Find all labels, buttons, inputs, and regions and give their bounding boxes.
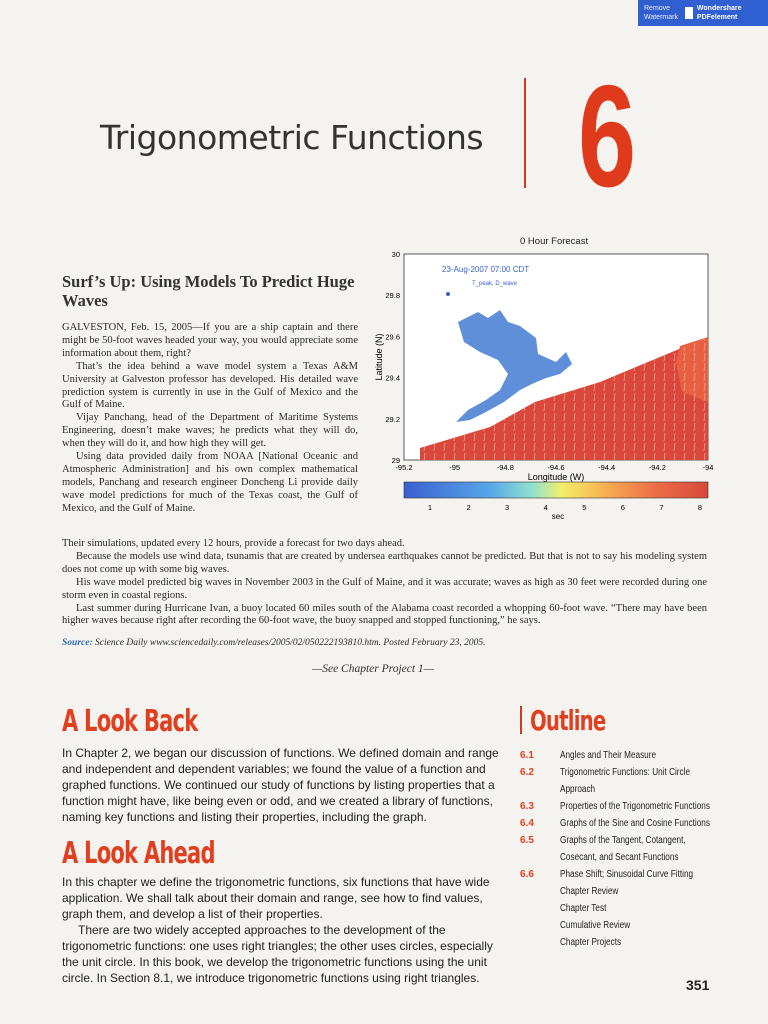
outline-item-number [520, 900, 560, 917]
outline-item-number [520, 781, 560, 798]
article-paragraph: That’s the idea behind a wave model system a Texas A&M University at Galveston professor has developed. His detailed wave prediction system is currently in use in the Gulf of Mexico and the Gulf of Maine. [62, 360, 358, 411]
x-tick-label: -94.4 [598, 463, 616, 472]
outline-item-number [520, 917, 560, 934]
outline-item-text: Cumulative Review [560, 920, 631, 931]
title-divider [524, 78, 526, 188]
article-paragraph: GALVESTON, Feb. 15, 2005—If you are a ship captain and there might be 50-foot waves headed your way, you would appreciate some information about them, right? [62, 322, 358, 359]
outline-item [520, 934, 720, 951]
outline-item-text: Graphs of the Sine and Cosine Functions [560, 818, 710, 829]
x-tick-label: -94.6 [547, 463, 565, 472]
chart-title: 0 Hour Forecast [520, 236, 589, 247]
colorbar-tick-label: 4 [543, 503, 548, 512]
outline-item-text: Approach [560, 784, 596, 795]
outline-item-text: Angles and Their Measure [560, 750, 657, 761]
page-number: 351 [686, 977, 710, 993]
outline-item-text: Trigonometric Functions: Unit Circle [560, 767, 691, 778]
chapter-number: 6 [578, 55, 637, 217]
x-tick-label: -95 [449, 463, 461, 472]
look-back-text: In Chapter 2, we began our discussion of functions. We defined domain and range and independent and dependent variables; we found the value of a function and graphed functions. We continued our study of functions by listing properties that a function might have, like being even or odd, and we created a library of functions, naming key functions and listing their properties, including the graph. [62, 746, 499, 824]
y-axis-label: Latitude (N) [374, 333, 384, 381]
look-ahead-text [62, 874, 502, 986]
outline-item [520, 798, 720, 815]
outline-item [520, 832, 720, 849]
y-tick-label: 29.2 [385, 414, 400, 424]
see-chapter-project: —See Chapter Project 1— [312, 663, 434, 675]
watermark-banner[interactable] [638, 0, 768, 26]
outline-item [520, 883, 720, 900]
pdfelement-logo-icon [685, 7, 693, 19]
y-tick-label: 30 [391, 250, 400, 259]
outline-item [520, 866, 720, 883]
look-ahead-heading: A Look Ahead [62, 836, 215, 871]
x-tick-label: -94.2 [648, 463, 666, 472]
outline-item-number: 6.6 [520, 869, 534, 880]
article-column-text [62, 322, 358, 516]
outline-item-text: Phase Shift; Sinusoidal Curve Fitting [560, 869, 694, 880]
article-paragraph: Their simulations, updated every 12 hours, provide a forecast for two days ahead. [62, 538, 405, 549]
outline-item-number: 6.3 [520, 801, 534, 812]
colorbar-tick-label: 7 [659, 503, 664, 512]
outline-item-number [520, 934, 560, 951]
article-title: Surf’s Up: Using Models To Predict Huge Waves [62, 272, 355, 310]
colorbar-tick-label: 5 [582, 503, 587, 512]
outline-item-number: 6.2 [520, 767, 534, 778]
wave-forecast-chart [360, 242, 760, 522]
outline-item [520, 747, 720, 764]
source-label: Source: [62, 638, 93, 648]
outline-item [520, 900, 720, 917]
outline-divider [520, 706, 522, 734]
outline-item-number: 6.4 [520, 818, 534, 829]
outline-item-number: 6.5 [520, 835, 534, 846]
y-tick-label: 29.6 [385, 332, 400, 342]
outline-item [520, 917, 720, 934]
source-citation [62, 638, 486, 648]
y-tick-label: 29.8 [385, 291, 400, 301]
article-paragraph: Because the models use wind data, tsunamis that are created by undersea earthquakes cannot be predicted. But that is not to say his modeling system does not come up with some big waves. [62, 550, 707, 575]
article-paragraph: Using data provided daily from NOAA [National Oceanic and Atmospheric Administration] and his own complex mathematical models, Panchang and research engineer Doncheng Li provide daily wave model predictions for much of the Texas coast, the Gulf of Mexico, and the Gulf of Maine. [62, 451, 358, 514]
outline-item-text: Chapter Review [560, 886, 619, 897]
colorbar-tick-label: 1 [427, 503, 433, 512]
article-wide-text [62, 538, 707, 628]
colorbar-tick-label: 3 [505, 503, 510, 512]
chart-subtitle: 23-Aug-2007 07:00 CDT [442, 265, 530, 274]
colorbar-tick-label: 8 [697, 503, 703, 512]
outline-heading: Outline [530, 704, 606, 737]
x-tick-label: -94 [702, 463, 714, 472]
outline-item-text: Cosecant, and Secant Functions [560, 852, 679, 863]
y-tick-label: 29 [391, 456, 400, 465]
x-tick-label: -95.2 [395, 463, 413, 472]
outline-item-number [520, 883, 560, 900]
outline-item-text: Graphs of the Tangent, Cotangent, [560, 835, 686, 846]
colorbar [404, 482, 708, 498]
article-paragraph: His wave model predicted big waves in November 2003 in the Gulf of Maine, and it was accurate; waves as high as 30 feet were recorded during one storm even in coastal regions. [62, 576, 707, 601]
y-tick-label: 29.4 [385, 373, 400, 383]
outline-item-number [520, 849, 560, 866]
source-text: Science Daily www.sciencedaily.com/releases/2005/02/050222193810.htm. Posted February 23, 2005. [95, 638, 486, 648]
marker-dot [446, 292, 450, 296]
x-tick-label: -94.8 [496, 463, 514, 472]
article-paragraph: Last summer during Hurricane Ivan, a buoy located 60 miles south of the Alabama coast recorded a whopping 60-foot wave. “There may have been higher waves because right after recording the 60-foot wave, the buoy snapped and stopped functioning,” he says. [62, 602, 707, 627]
outline-item-text: Chapter Test [560, 903, 607, 914]
outline-item [520, 764, 720, 781]
colorbar-tick-label: 6 [620, 503, 625, 512]
outline-item [520, 781, 720, 798]
outline-item [520, 849, 720, 866]
article-paragraph: Vijay Panchang, head of the Department of Maritime Systems Engineering, doesn’t make waves; he predicts what they will do, when they will do it, and how high they will get. [62, 412, 358, 450]
colorbar-unit: sec [551, 512, 565, 521]
look-ahead-paragraph: In this chapter we define the trigonometric functions, six functions that have wide application. We shall talk about their domain and range, see how to find values, graph them, and develop a list of their properties. [62, 875, 490, 921]
look-back-heading: A Look Back [62, 704, 198, 739]
chart-annotation: T_peak, D_wave [472, 281, 518, 287]
colorbar-tick-label: 2 [466, 503, 471, 512]
remove-watermark-link[interactable]: Remove Watermark [644, 5, 678, 21]
watermark-brand: Wondershare PDFelement [696, 5, 742, 21]
outline-list [520, 747, 720, 951]
outline-item-text: Properties of the Trigonometric Functions [560, 801, 710, 812]
x-axis-label: Longitude (W) [527, 472, 585, 482]
outline-item-number: 6.1 [520, 750, 534, 761]
outline-item [520, 815, 720, 832]
chapter-title: Trigonometric Functions [100, 118, 484, 157]
outline-item-text: Chapter Projects [560, 937, 622, 948]
look-ahead-paragraph: There are two widely accepted approaches to the development of the trigonometric functions: one uses right triangles; the other uses circles, especially the unit circle. In this book, we develop the trigonometric functions using the unit circle. In Section 8.1, we introduce trigonometric functions using right triangles. [62, 923, 493, 985]
